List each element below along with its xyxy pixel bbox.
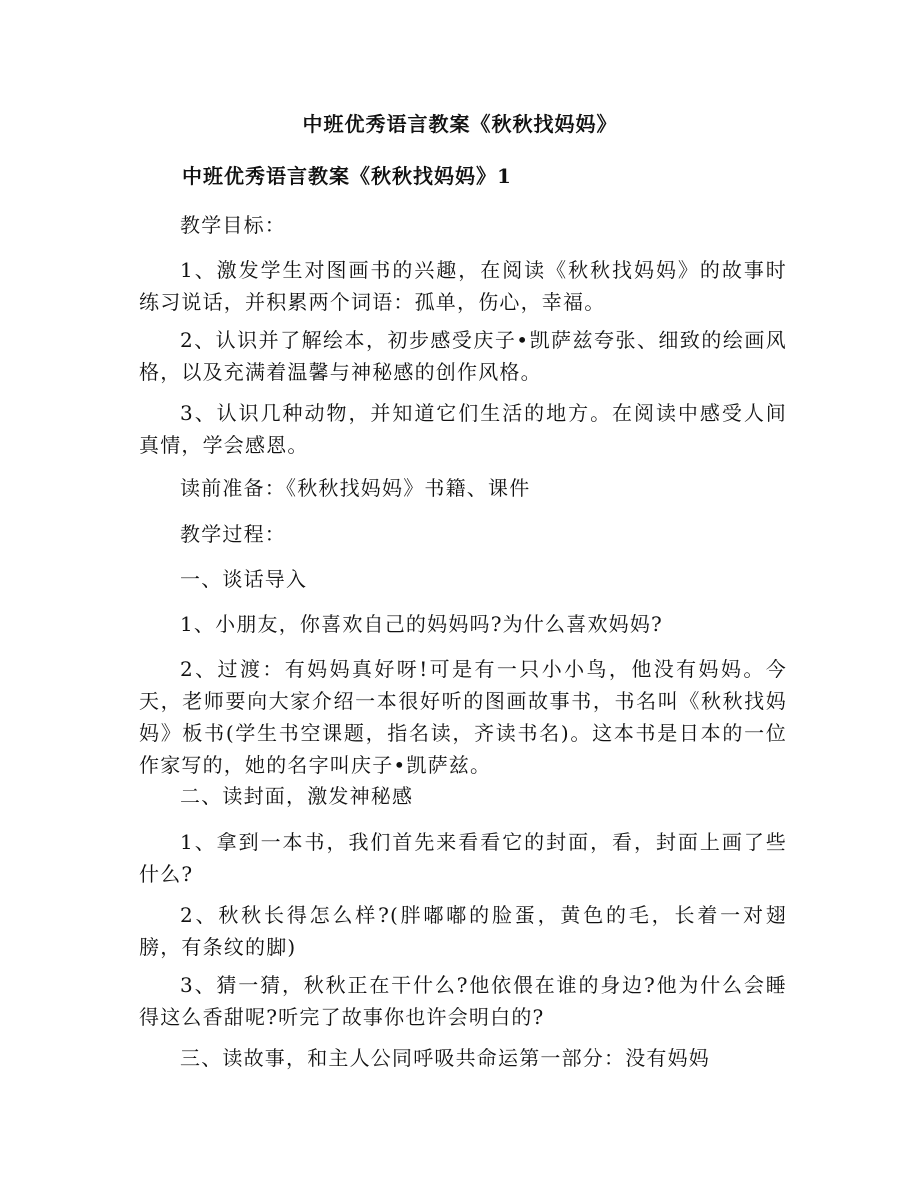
paragraph-section-1-heading: 一、谈话导入 [180,567,308,591]
paragraph-section-2-heading: 二、读封面，激发神秘感 [180,784,414,808]
paragraph-section-3-heading: 三、读故事，和主人公同呼吸共命运第一部分：没有妈妈 [180,1046,710,1070]
document-title: 中班优秀语言教案《秋秋找妈妈》 [302,112,618,136]
paragraph-cover-1: 1、拿到一本书，我们首先来看看它的封面，看，封面上画了些什么? [139,830,787,886]
paragraph-goal-2: 2、认识并了解绘本，初步感受庆子•凯萨兹夸张、细致的绘画风格，以及充满着温馨与神秘感的创作风格。 [139,328,787,384]
section-heading: 中班优秀语言教案《秋秋找妈妈》1 [182,164,512,188]
paragraph-step-1: 1、小朋友，你喜欢自己的妈妈吗?为什么喜欢妈妈? [180,612,663,636]
paragraph-preparation: 读前准备：《秋秋找妈妈》书籍、课件 [180,476,531,500]
paragraph-teaching-goals-label: 教学目标： [180,213,286,237]
paragraph-cover-3: 3、猜一猜，秋秋正在干什么?他依偎在谁的身边?他为什么会睡得这么香甜呢?听完了故事你也许会明白的? [139,973,787,1029]
paragraph-step-2: 2、过渡：有妈妈真好呀!可是有一只小小鸟，他没有妈妈。今天，老师要向大家介绍一本很好听的图画故事书，书名叫《秋秋找妈妈》板书(学生书空课题，指名读，齐读书名)。这本书是日本的一位作家写的，她的名字叫庆子•凯萨兹。 [139,657,787,777]
paragraph-goal-3: 3、认识几种动物，并知道它们生活的地方。在阅读中感受人间真情，学会感恩。 [139,401,787,457]
paragraph-process-label: 教学过程： [180,522,286,546]
paragraph-cover-2: 2、秋秋长得怎么样?(胖嘟嘟的脸蛋，黄色的毛，长着一对翅膀，有条纹的脚) [139,903,787,959]
paragraph-goal-1: 1、激发学生对图画书的兴趣，在阅读《秋秋找妈妈》的故事时练习说话，并积累两个词语：孤单，伤心，幸福。 [139,258,787,314]
